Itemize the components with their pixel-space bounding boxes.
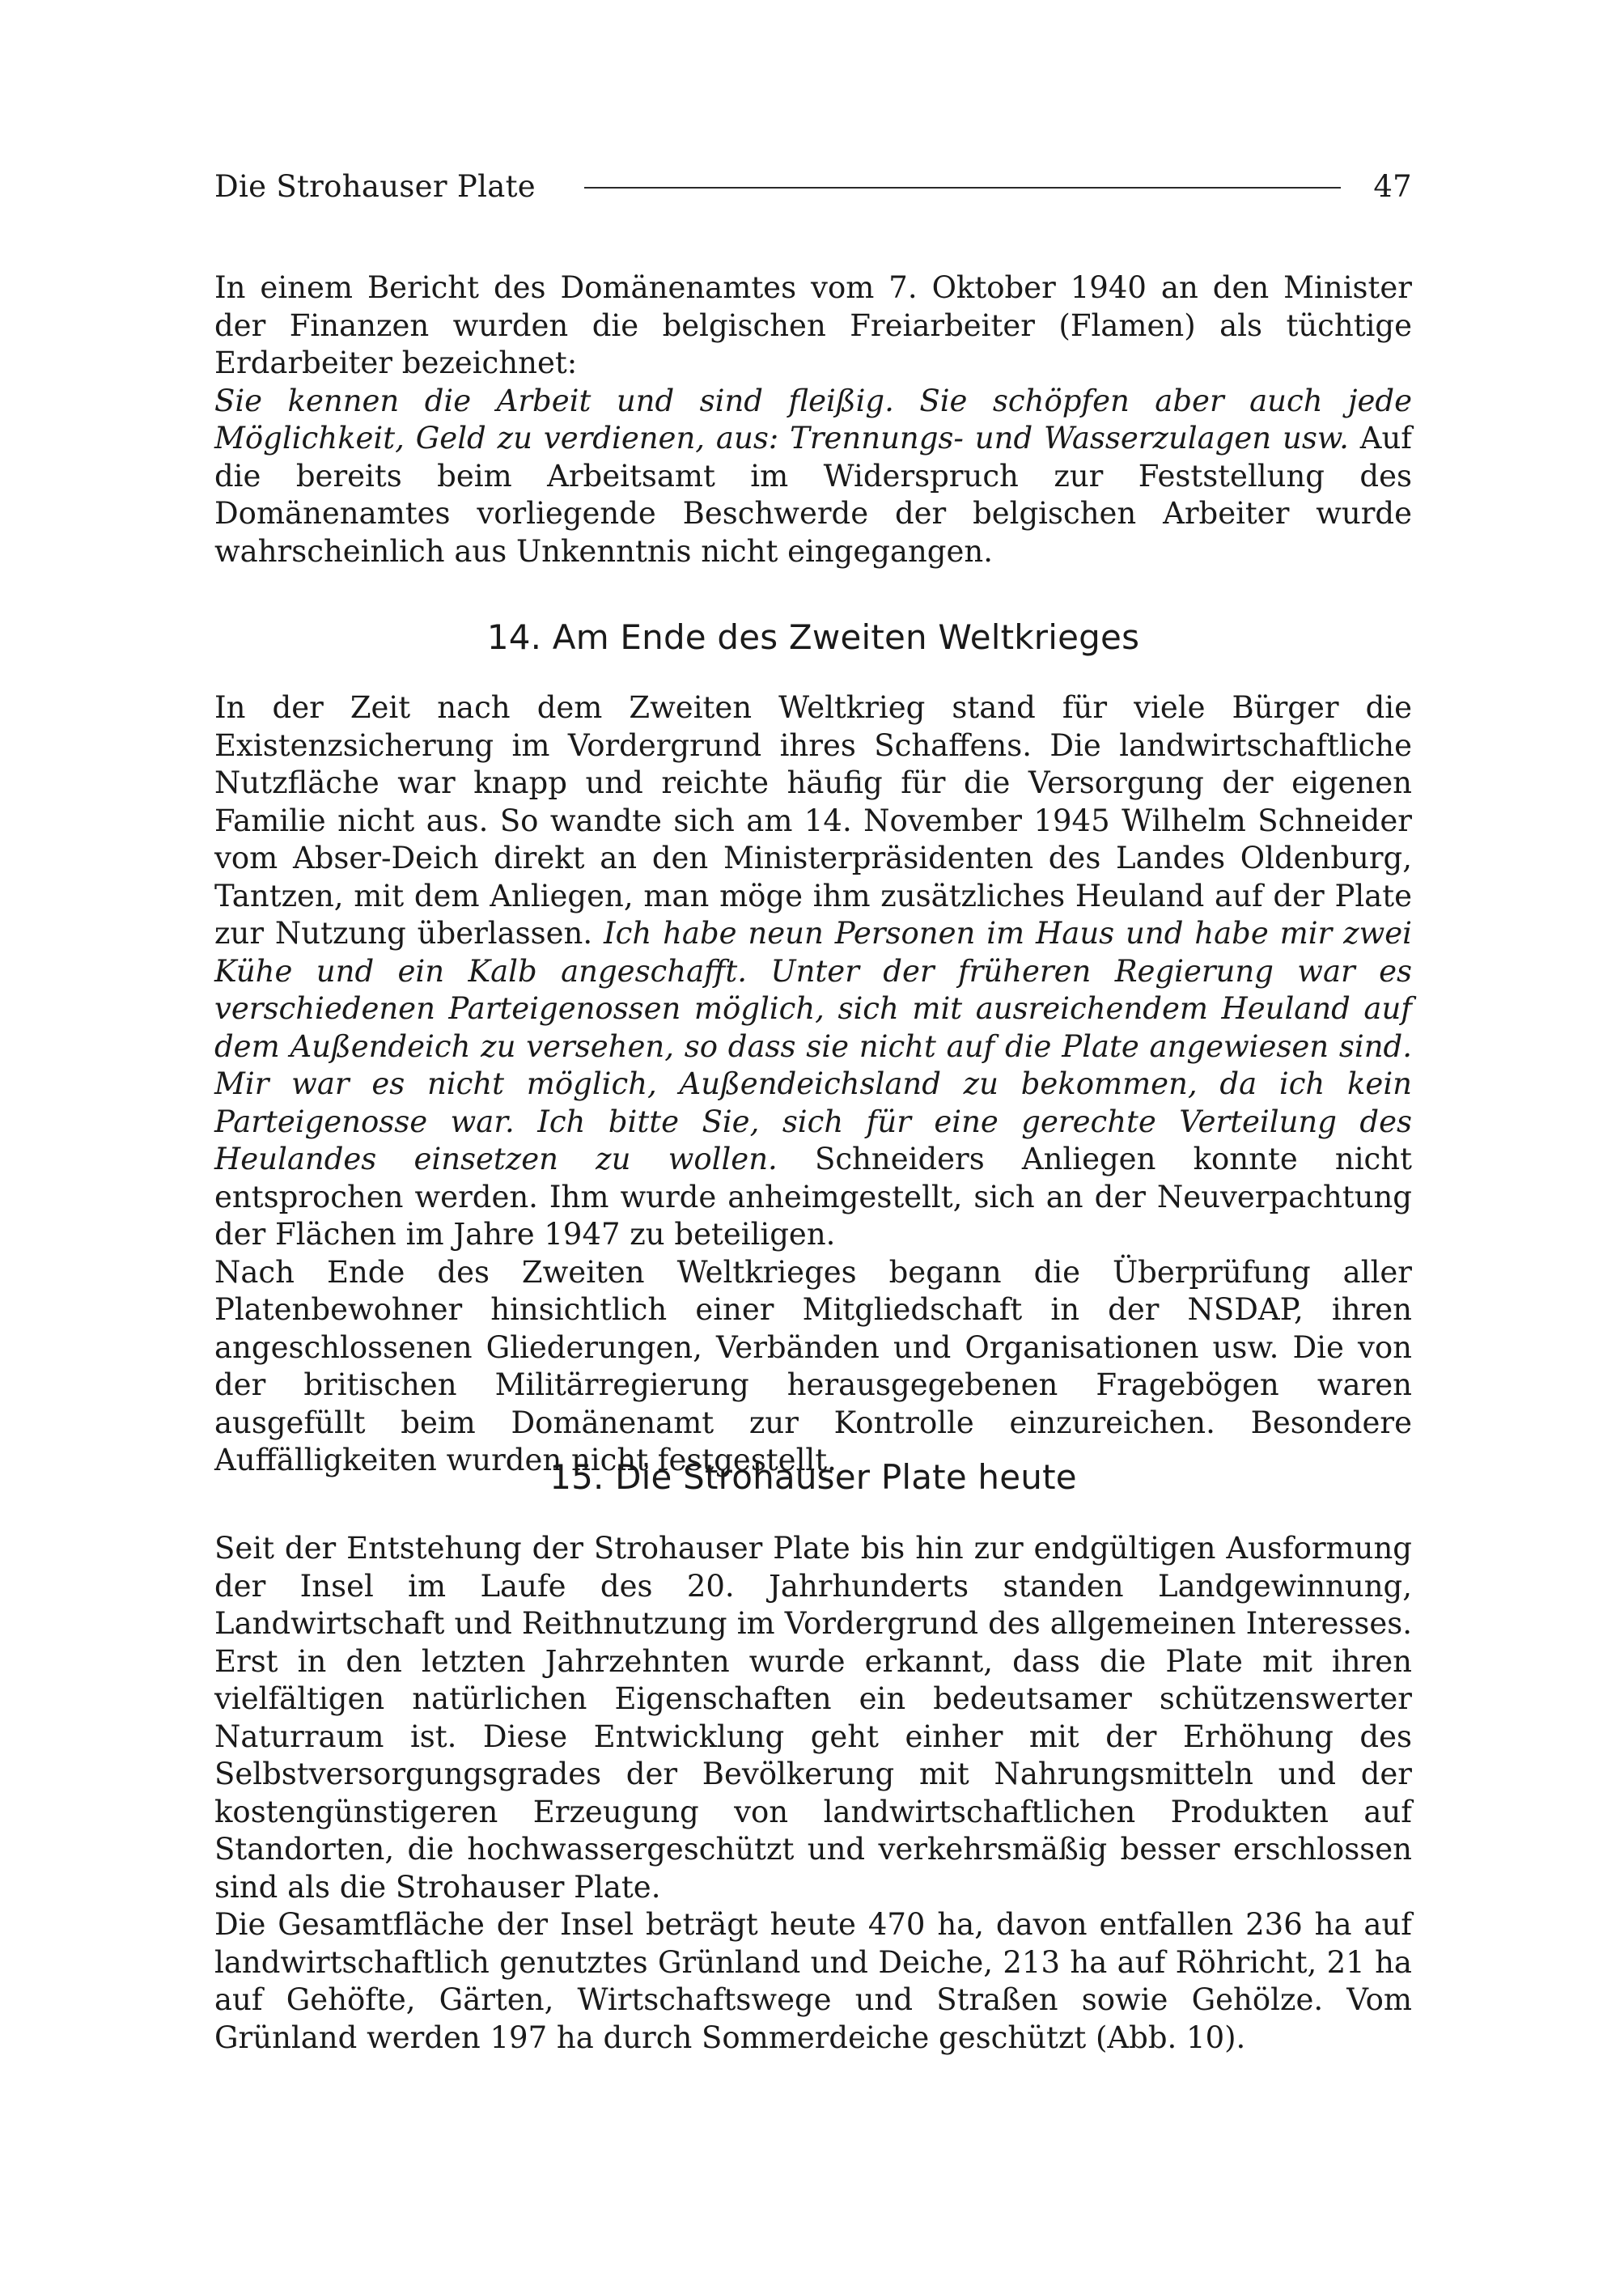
paragraph-text: Schneiders Anliegen konnte nicht entsprochen werden. Ihm wurde anheimgestellt, sich an der Neuverpachtung der Flächen im Jahre 1947 zu beteiligen.	[214, 1142, 1412, 1252]
page-number: 47	[1373, 168, 1412, 204]
paragraph-text: Auf die bereits beim Arbeitsamt im Widerspruch zur Feststellung des Domänenamtes vorliegende Beschwerde der belgischen Arbeiter wurde wahrscheinlich aus Unkenntnis nicht eingegangen.	[214, 421, 1412, 569]
section-heading: 15. Die Strohauser Plate heute	[549, 1457, 1077, 1497]
paragraph	[214, 689, 1412, 1254]
paragraph-text: Seit der Entstehung der Strohauser Plate bis hin zur endgültigen Ausformung der Insel im Laufe des 20. Jahrhunderts standen Landgewinnung, Landwirtschaft und Reithnutzung im Vordergrund des allgemeinen Interesses. Erst in den letzten Jahrzehnten wurde erkannt, dass die Plate mit ihren vielfältigen natürlichen Eigenschaften ein bedeutsamer schützenswerter Naturraum ist. Diese Entwicklung geht einher mit der Erhöhung des Selbstversorgungsgrades der Bevölkerung mit Nahrungsmitteln und der kostengünstigeren Erzeugung von landwirtschaftlichen Produkten auf Standorten, die hochwassergeschützt und verkehrsmäßig besser erschlossen sind als die Strohauser Plate.	[214, 1531, 1412, 1905]
paragraph-text: Nach Ende des Zweiten Weltkrieges begann die Überprüfung aller Platenbewohner hinsichtlich einer Mitgliedschaft in der NSDAP, ihren angeschlossenen Gliederungen, Verbänden und Organisationen usw. Die von der britischen Militärregierung herausgegebenen Fragebögen waren ausgefüllt beim Domänenamt zur Kontrolle einzureichen. Besondere Auffälligkeiten wurden nicht festgestellt.	[214, 1254, 1412, 1477]
paragraph	[214, 269, 1412, 383]
quotation: Ich habe neun Personen im Haus und habe mir zwei Kühe und ein Kalb angeschafft. Unter der früheren Regierung war es verschiedenen Parteigenossen möglich, sich mit ausreichendem Heuland auf dem Außendeich zu versehen, so dass sie nicht auf die Plate angewiesen sind. Mir war es nicht möglich, Außendeichsland zu bekommen, da ich kein Parteigenosse war. Ich bitte Sie, sich für eine gerechte Verteilung des Heulandes einsetzen zu wollen.	[214, 916, 1412, 1176]
paragraph-text: In einem Bericht des Domänenamtes vom 7. Oktober 1940 an den Minister der Finanzen wurden die belgischen Freiarbeiter (Flamen) als tüchtige Erdarbeiter bezeichnet:	[214, 270, 1412, 380]
paragraph	[214, 1906, 1412, 2057]
section-14-body	[214, 689, 1412, 1480]
paragraph-text: In der Zeit nach dem Zweiten Weltkrieg stand für viele Bürger die Existenzsicherung im Vordergrund ihres Schaffens. Die landwirtschaftliche Nutzfläche war knapp und reichte häufig für die Versorgung der eigenen Familie nicht aus. So wandte sich am 14. November 1945 Wilhelm Schneider vom Abser-Deich direkt an den Ministerpräsidenten des Landes Oldenburg, Tantzen, mit dem Anliegen, man möge ihm zusätzliches Heuland auf der Plate zur Nutzung überlassen.	[214, 690, 1412, 951]
intro-section	[214, 269, 1412, 570]
paragraph	[214, 1254, 1412, 1480]
quotation: Sie kennen die Arbeit und sind fleißig. Sie schöpfen aber auch jede Möglichkeit, Geld zu verdienen, aus: Trennungs- und Wasserzulagen usw.	[214, 383, 1412, 456]
section-heading: 14. Am Ende des Zweiten Weltkrieges	[486, 617, 1140, 657]
paragraph-text: Die Gesamtfläche der Insel beträgt heute 470 ha, davon entfallen 236 ha auf landwirtschaftlich genutztes Grünland und Deiche, 213 ha auf Röhricht, 21 ha auf Gehöfte, Gärten, Wirtschaftswege und Straßen sowie Gehölze. Vom Grünland werden 197 ha durch Sommerdeiche geschützt (Abb. 10).	[214, 1907, 1412, 2055]
section-15-body	[214, 1530, 1412, 2057]
running-title: Die Strohauser Plate	[214, 168, 536, 204]
paragraph	[214, 1530, 1412, 1906]
paragraph	[214, 383, 1412, 571]
running-header	[214, 166, 1412, 206]
header-rule	[584, 187, 1341, 189]
